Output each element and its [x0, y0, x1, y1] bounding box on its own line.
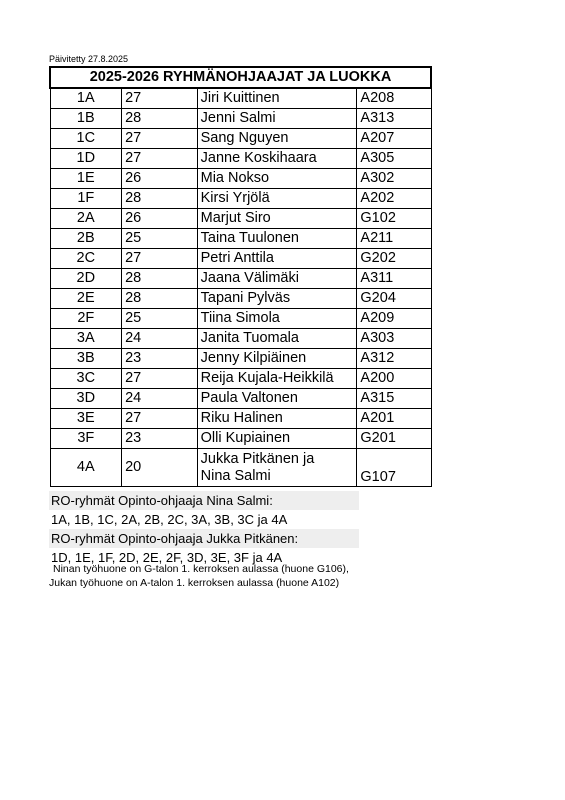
- student-count-cell: 28: [122, 269, 198, 289]
- room-cell: A208: [357, 88, 431, 109]
- student-count-cell: 27: [122, 149, 198, 169]
- room-cell: G107: [357, 449, 431, 487]
- table-row: [50, 389, 431, 409]
- room-cell: A313: [357, 109, 431, 129]
- teacher-cell: Paula Valtonen: [197, 389, 357, 409]
- teacher-cell: Jaana Välimäki: [197, 269, 357, 289]
- room-cell: A201: [357, 409, 431, 429]
- group-cell: 1A: [50, 88, 122, 109]
- table-row: [50, 169, 431, 189]
- table-row: [50, 429, 431, 449]
- table-row: [50, 269, 431, 289]
- teacher-cell: Jenni Salmi: [197, 109, 357, 129]
- table-row: [50, 369, 431, 389]
- student-count-cell: 20: [122, 449, 198, 487]
- room-cell: G102: [357, 209, 431, 229]
- teacher-line: Jukka Pitkänen ja: [200, 450, 315, 467]
- teacher-cell: Mia Nokso: [197, 169, 357, 189]
- room-cell: G204: [357, 289, 431, 309]
- student-count-cell: 27: [122, 369, 198, 389]
- room-cell: A209: [357, 309, 431, 329]
- student-count-cell: 23: [122, 429, 198, 449]
- group-cell: 1C: [50, 129, 122, 149]
- student-count-cell: 27: [122, 249, 198, 269]
- room-cell: G201: [357, 429, 431, 449]
- student-count-cell: 28: [122, 109, 198, 129]
- table-row: [50, 349, 431, 369]
- student-count-cell: 28: [122, 189, 198, 209]
- room-cell: A315: [357, 389, 431, 409]
- student-count-cell: 25: [122, 309, 198, 329]
- student-count-cell: 24: [122, 389, 198, 409]
- group-cell: 3E: [50, 409, 122, 429]
- office-note-nina: Ninan työhuone on G-talon 1. kerroksen aulassa (huone G106),: [53, 563, 349, 575]
- group-cell: 3D: [50, 389, 122, 409]
- student-count-cell: 26: [122, 209, 198, 229]
- room-cell: A303: [357, 329, 431, 349]
- teacher-cell: Riku Halinen: [197, 409, 357, 429]
- table-row: [50, 449, 431, 487]
- room-cell: A202: [357, 189, 431, 209]
- group-cell: 1B: [50, 109, 122, 129]
- student-count-cell: 23: [122, 349, 198, 369]
- table-row: [50, 229, 431, 249]
- teacher-cell: Jenny Kilpiäinen: [197, 349, 357, 369]
- table-row: [50, 88, 431, 109]
- room-cell: A211: [357, 229, 431, 249]
- teacher-cell: Jiri Kuittinen: [197, 88, 357, 109]
- table-row: [50, 189, 431, 209]
- student-count-cell: 26: [122, 169, 198, 189]
- teacher-cell: Petri Anttila: [197, 249, 357, 269]
- ro2-label: RO-ryhmät Opinto-ohjaaja Jukka Pitkänen:: [49, 529, 359, 548]
- group-cell: 3A: [50, 329, 122, 349]
- ro2-groups: 1D, 1E, 1F, 2D, 2E, 2F, 3D, 3E, 3F ja 4A: [51, 550, 283, 565]
- updated-date: Päivitetty 27.8.2025: [49, 54, 129, 64]
- student-count-cell: 27: [122, 409, 198, 429]
- ro1-groups: 1A, 1B, 1C, 2A, 2B, 2C, 3A, 3B, 3C ja 4A: [51, 512, 288, 527]
- student-count-cell: 25: [122, 229, 198, 249]
- room-cell: A302: [357, 169, 431, 189]
- group-cell: 2A: [50, 209, 122, 229]
- group-cell: 3F: [50, 429, 122, 449]
- table-title-row: [50, 67, 431, 88]
- student-count-cell: 28: [122, 289, 198, 309]
- teacher-cell: Olli Kupiainen: [197, 429, 357, 449]
- group-cell: 2C: [50, 249, 122, 269]
- table-row: [50, 289, 431, 309]
- teacher-cell: Tapani Pylväs: [197, 289, 357, 309]
- room-cell: G202: [357, 249, 431, 269]
- teacher-cell: Marjut Siro: [197, 209, 357, 229]
- student-count-cell: 24: [122, 329, 198, 349]
- student-count-cell: 27: [122, 88, 198, 109]
- teacher-cell: Reija Kujala-Heikkilä: [197, 369, 357, 389]
- room-cell: A312: [357, 349, 431, 369]
- group-cell: 1E: [50, 169, 122, 189]
- table-row: [50, 249, 431, 269]
- table-row: [50, 409, 431, 429]
- ro1-label: RO-ryhmät Opinto-ohjaaja Nina Salmi:: [49, 491, 359, 510]
- teacher-cell: [197, 449, 357, 487]
- room-cell: A311: [357, 269, 431, 289]
- teacher-line: Nina Salmi: [200, 467, 271, 484]
- teacher-cell: Taina Tuulonen: [197, 229, 357, 249]
- table-row: [50, 209, 431, 229]
- teacher-cell: Janne Koskihaara: [197, 149, 357, 169]
- teacher-cell: Kirsi Yrjölä: [197, 189, 357, 209]
- room-cell: A305: [357, 149, 431, 169]
- teacher-cell: Tiina Simola: [197, 309, 357, 329]
- group-cell: 2F: [50, 309, 122, 329]
- group-cell: 3B: [50, 349, 122, 369]
- group-cell: 4A: [50, 449, 122, 487]
- table-title: 2025-2026 RYHMÄNOHJAAJAT JA LUOKKA: [50, 67, 431, 88]
- group-table: [49, 66, 432, 487]
- office-notes: [49, 562, 349, 590]
- teacher-cell: Janita Tuomala: [197, 329, 357, 349]
- table-row: [50, 149, 431, 169]
- ro-notes: [49, 491, 359, 567]
- group-cell: 1F: [50, 189, 122, 209]
- group-cell: 2D: [50, 269, 122, 289]
- student-count-cell: 27: [122, 129, 198, 149]
- room-cell: A207: [357, 129, 431, 149]
- table-row: [50, 329, 431, 349]
- table-row: [50, 109, 431, 129]
- office-note-jukka: Jukan työhuone on A-talon 1. kerroksen aulassa (huone A102): [49, 577, 340, 589]
- group-cell: 3C: [50, 369, 122, 389]
- table-row: [50, 129, 431, 149]
- group-cell: 2E: [50, 289, 122, 309]
- teacher-cell: Sang Nguyen: [197, 129, 357, 149]
- room-cell: A200: [357, 369, 431, 389]
- table-row: [50, 309, 431, 329]
- group-cell: 2B: [50, 229, 122, 249]
- group-cell: 1D: [50, 149, 122, 169]
